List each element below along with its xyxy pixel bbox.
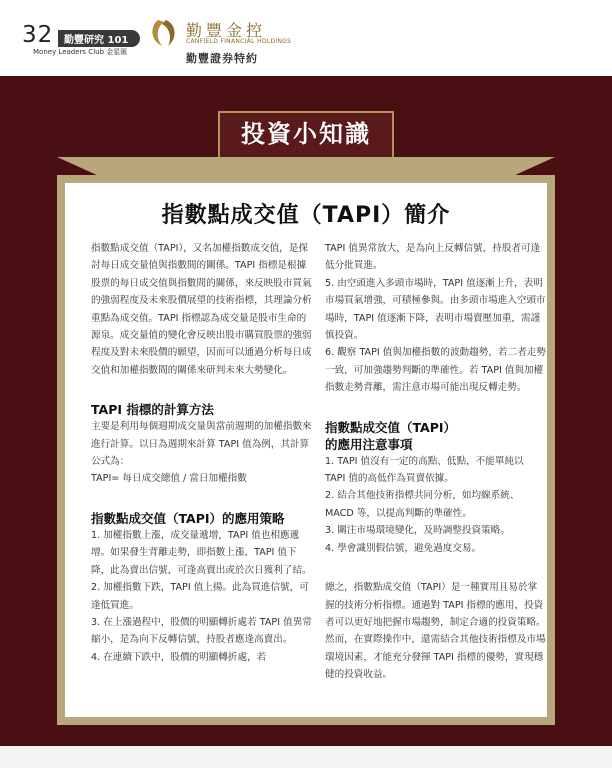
article-title: 指數點成交值（TAPI）簡介 xyxy=(161,203,451,228)
strategy-item: 4. 在連續下跌中，股價的明顯轉折處，若 xyxy=(91,651,267,663)
club-label: Money Leaders Club 金星匯 xyxy=(33,48,128,56)
notes-heading-line1: 指數點成交值（TAPI） xyxy=(325,419,457,435)
strategy-item: 3. 在上漲過程中，股價的明顯轉折處若 TAPI 值異常縮小，是為向下反轉信號，持股者應逢高賣出。 xyxy=(91,616,312,646)
bottom-strip xyxy=(0,746,612,768)
calc-body: 主要是利用每個週期成交量與當前週期的加權指數來進行計算。以日為週期來計算 TAPI 值為例，其計算公式為： xyxy=(91,421,312,468)
article-column-right xyxy=(325,240,546,684)
strategy-item: 2. 加權指數下跌，TAPI 值上揚。此為買進信號，可逢低買進。 xyxy=(91,582,309,611)
page-header xyxy=(0,0,612,76)
series-label: 勤豐研究 101 xyxy=(64,35,129,46)
brand-subtitle: 勤豐證券特約 xyxy=(186,52,258,65)
page-number: 32 xyxy=(22,22,54,48)
article-column-left xyxy=(91,240,312,666)
frame-chevron xyxy=(57,157,555,175)
notes-item: 3. 關注市場環境變化，及時調整投資策略。 xyxy=(325,525,510,537)
brand-logo-icon xyxy=(148,16,182,50)
notes-item: 4. 學會識別假信號，避免過度交易。 xyxy=(325,542,482,554)
strategy-item: 6. 觀察 TAPI 值與加權指數的波動趨勢，若二者走勢一致，可加強趨勢判斷的準確性。若 TAPI 值與加權指數走勢背離，需注意市場可能出現反轉走勢。 xyxy=(325,347,546,394)
notes-item: 1. TAPI 值沒有一定的高點、低點，不能單純以 TAPI 值的高低作為買賣依據。 xyxy=(325,455,524,485)
notes-heading-line2: 的應用注意事項 xyxy=(325,436,413,452)
notes-item: 2. 結合其他技術指標共同分析，如均線系統、MACD 等，以提高判斷的準確性。 xyxy=(325,490,520,519)
calc-formula: TAPI= 每日成交總值 / 當日加權指數 xyxy=(91,473,247,485)
brand-name-en: CANFIELD FINANCIAL HOLDINGS xyxy=(186,38,292,45)
section-title: 投資小知識 xyxy=(241,120,371,148)
conclusion-paragraph: 總之，指數點成交值（TAPI）是一種實用且易於掌握的技術分析指標。通過對 TAPI 指標的應用，投資者可以更好地把握市場趨勢，制定合適的投資策略。然而，在實際操作中，還需結合其他技術指標及市場環境因素，才能充分發揮 TAPI 指標的優勢，實現穩健的投資收益。 xyxy=(325,582,546,681)
strategy-heading: 指數點成交值（TAPI）的應用策略 xyxy=(91,510,285,526)
strategy-item: 5. 由空頭進入多頭市場時，TAPI 值逐漸上升，表明市場買氣增強，可積極參與。由多頭市場進入空頭市場時，TAPI 值逐漸下降，表明市場賣壓加重，需謹慎投資。 xyxy=(325,277,546,342)
calc-heading: TAPI 指標的計算方法 xyxy=(91,402,214,418)
brand-name-zh: 勤豐金控 xyxy=(186,21,267,40)
strategy-item: 1. 加權指數上漲，成交量遞增，TAPI 值也相應遞增。如果發生背離走勢，即指數上漲，TAPI 值下降，此為賣出信號，可逢高賣出或於次日獲利了結。 xyxy=(91,529,312,576)
strategy-continuation: TAPI 值異常放大，是為向上反轉信號，持股者可逢低分批買進。 xyxy=(325,243,541,272)
intro-paragraph: 指數點成交值（TAPI），又名加權指數成交值，是探討每日成交量值與指數間的關係。TAPI 指標是根據股票的每日成交值與指數間的關係，來反映股市買氣的強弱程度及未來股價展望的技術指標，其理論分析重點為成交值。TAPI 指標認為成交量是股市生命的源泉。成交量值的變化會反映出股市購買股票的強弱程度及對未來股價的願望，因而可以通過分析每日成交值和加權指數間的關係來研判未來大勢變化。 xyxy=(91,243,312,376)
